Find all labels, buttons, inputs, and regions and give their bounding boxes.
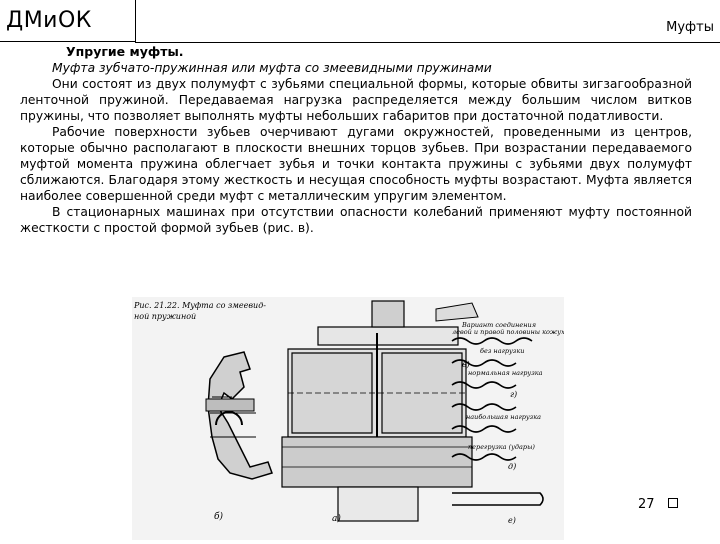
header-brand-box bbox=[0, 0, 136, 42]
label-max-load: наибольшая нагрузка bbox=[466, 413, 541, 421]
page-number: 27 bbox=[638, 497, 655, 512]
label-no-load: без нагрузки bbox=[480, 347, 525, 355]
caption-line-2: ной пружиной bbox=[134, 312, 197, 321]
slide-subheading: Муфта зубчато-пружинная или муфта со змеевидными пружинами bbox=[52, 61, 492, 75]
paragraph-2: Рабочие поверхности зубьев очерчивают дугами окружностей, проведенными из центров, которые обычно располагают в плоскости внешних торцов зубьев. При возрастании передаваемого муфтой момента пружина облегчает зубья и точки контакта пружины с зубьями двух полумуфт сближаются. Благодаря этому жесткость и несущая способность муфты возрастают. Муфта является наиболее совершенной среди муфт с металлическим упругим элементом. bbox=[20, 125, 692, 203]
label-normal-load: нормальная нагрузка bbox=[468, 369, 543, 377]
label-variant-2: левой и правой половины кожуха bbox=[452, 328, 564, 336]
brand-title: ДМиОК bbox=[6, 8, 92, 33]
label-b: б) bbox=[214, 512, 224, 522]
caption-line-1: Рис. 21.22. Муфта со змеевид- bbox=[134, 301, 266, 310]
label-v: в) bbox=[462, 360, 470, 369]
coupling-drawing bbox=[132, 297, 564, 540]
header-bar bbox=[135, 0, 720, 43]
label-d: д) bbox=[508, 462, 517, 471]
label-a: а) bbox=[332, 514, 341, 524]
paragraph-1: Они состоят из двух полумуфт с зубьями специальной формы, которые обвиты зигзагообразной ленточной пружиной. Передаваемая нагрузка распределяется между большим числом витков пружины, что позволяет выполнять муфты небольших габаритов при достаточной податливости. bbox=[20, 77, 692, 123]
slide-heading: Упругие муфты. bbox=[66, 44, 184, 59]
coupling-figure bbox=[132, 297, 564, 540]
slide-content bbox=[20, 44, 692, 236]
label-g: г) bbox=[510, 390, 518, 399]
section-title: Муфты bbox=[666, 20, 714, 35]
label-variant-1: Вариант соединения bbox=[462, 321, 536, 329]
paragraph-3: В стационарных машинах при отсутствии опасности колебаний применяют муфту постоянной жесткости с простой формой зубьев (рис. в). bbox=[20, 205, 692, 235]
label-overload: перегрузка (удары) bbox=[468, 443, 535, 451]
label-e: е) bbox=[508, 516, 516, 525]
slide-bullet-square bbox=[668, 498, 678, 508]
